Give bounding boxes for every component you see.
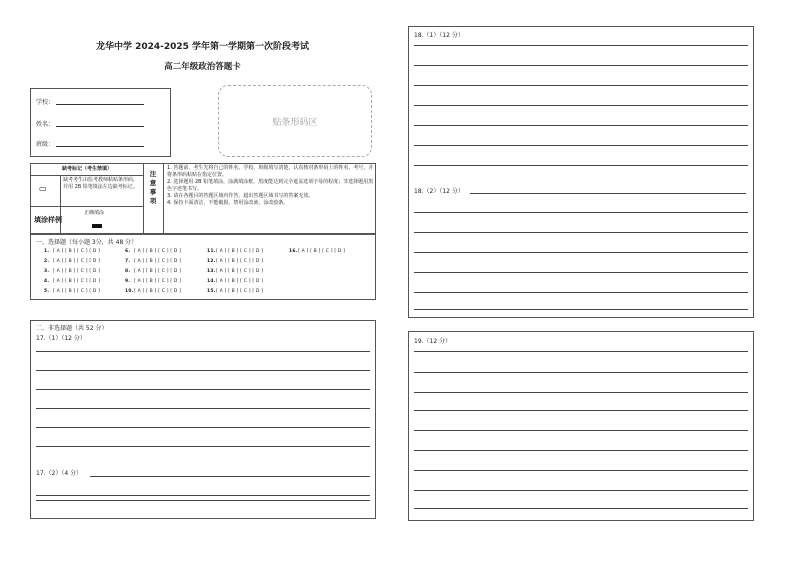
answer-line[interactable] bbox=[414, 272, 748, 273]
absent-mark-title: 缺考标记（考生禁填） bbox=[61, 166, 112, 172]
non-choice-section bbox=[30, 320, 376, 519]
answer-line[interactable] bbox=[36, 427, 370, 428]
q18-1-label: 18.（1）（12 分） bbox=[414, 32, 464, 39]
choice-question-row[interactable] bbox=[44, 279, 100, 284]
question-number: 9. bbox=[125, 279, 131, 284]
answer-line[interactable] bbox=[414, 252, 748, 253]
choice-question-row[interactable] bbox=[125, 259, 181, 264]
name-field[interactable] bbox=[56, 126, 144, 127]
answer-line[interactable] bbox=[36, 500, 370, 501]
answer-line[interactable] bbox=[414, 85, 748, 86]
school-label: 学校： bbox=[36, 99, 55, 106]
answer-line[interactable] bbox=[414, 165, 748, 166]
answer-sheet-title: 高二年级政治答题卡 bbox=[164, 62, 241, 72]
class-field[interactable] bbox=[56, 146, 144, 147]
note-item: 2. 选择题用 2B 铅笔填涂，涂满填涂框，黑度能达到完全遮盖选项字母的程度；非选择题用黑色字迹笔书写。 bbox=[167, 179, 374, 192]
absent-mark-checkbox[interactable]: ▭ bbox=[39, 184, 47, 193]
note-item: 4. 保持卡面清洁，不能破损，禁用涂改液、涂改胶条。 bbox=[167, 200, 289, 206]
choice-question-row[interactable] bbox=[207, 289, 263, 294]
choice-question-row[interactable] bbox=[125, 269, 181, 274]
q17-2-label: 17.（2）（4 分） bbox=[36, 470, 83, 477]
absent-mark-description: 缺考考生由监考教师粘贴条形码，并用 2B 铅笔填涂左边缺考标记。 bbox=[63, 177, 139, 190]
answer-line[interactable] bbox=[414, 145, 748, 146]
barcode-area: 贴条形码区 bbox=[218, 85, 372, 157]
choice-options[interactable]: [ A ] [ B ] [ C ] [ D ] bbox=[216, 289, 264, 294]
question-number: 6. bbox=[125, 249, 131, 254]
answer-line[interactable] bbox=[90, 476, 370, 477]
answer-line[interactable] bbox=[414, 45, 748, 46]
fill-example-label: 填涂样例 bbox=[34, 216, 62, 224]
question-number: 8. bbox=[125, 269, 131, 274]
answer-line[interactable] bbox=[414, 410, 748, 411]
name-label: 姓名： bbox=[36, 121, 55, 128]
choice-options[interactable]: [ A ] [ B ] [ C ] [ D ] bbox=[216, 259, 264, 264]
answer-line[interactable] bbox=[36, 389, 370, 390]
question-number: 5. bbox=[44, 289, 50, 294]
question-number: 14. bbox=[207, 279, 216, 284]
question-number: 15. bbox=[207, 289, 216, 294]
notes-list bbox=[167, 165, 374, 207]
question-number: 4. bbox=[44, 279, 50, 284]
choice-options[interactable]: [ A ] [ B ] [ C ] [ D ] bbox=[53, 249, 101, 254]
choice-options[interactable]: [ A ] [ B ] [ C ] [ D ] bbox=[134, 249, 182, 254]
choice-options[interactable]: [ A ] [ B ] [ C ] [ D ] bbox=[216, 249, 264, 254]
answer-line[interactable] bbox=[414, 470, 748, 471]
question-number: 1. bbox=[44, 249, 50, 254]
answer-line[interactable] bbox=[414, 351, 748, 352]
answer-line[interactable] bbox=[414, 450, 748, 451]
q19-label: 19.（12 分） bbox=[414, 338, 452, 345]
answer-line[interactable] bbox=[414, 125, 748, 126]
answer-line[interactable] bbox=[36, 495, 370, 496]
answer-line[interactable] bbox=[414, 430, 748, 431]
class-label: 班级： bbox=[36, 141, 55, 148]
q18-box bbox=[408, 26, 754, 318]
section2-title: 二、非选择题（共 52 分） bbox=[36, 325, 108, 332]
answer-line[interactable] bbox=[414, 372, 748, 373]
question-number: 2. bbox=[44, 259, 50, 264]
choice-question-row[interactable] bbox=[207, 279, 263, 284]
choice-question-row[interactable] bbox=[207, 269, 263, 274]
answer-line[interactable] bbox=[36, 408, 370, 409]
choice-question-row[interactable] bbox=[125, 279, 181, 284]
q17-1-label: 17.（1）（12 分） bbox=[36, 335, 86, 342]
choice-question-row[interactable] bbox=[44, 249, 100, 254]
answer-line[interactable] bbox=[414, 105, 748, 106]
choice-options[interactable]: [ A ] [ B ] [ C ] [ D ] bbox=[216, 279, 264, 284]
choice-question-row[interactable] bbox=[207, 259, 263, 264]
choice-options[interactable]: [ A ] [ B ] [ C ] [ D ] bbox=[134, 269, 182, 274]
answer-line[interactable] bbox=[414, 212, 748, 213]
section1-title: 一、选择题（每小题 3分，共 48 分） bbox=[36, 239, 138, 246]
choice-options[interactable]: [ A ] [ B ] [ C ] [ D ] bbox=[53, 269, 101, 274]
answer-line[interactable] bbox=[36, 446, 370, 447]
choice-question-row[interactable] bbox=[44, 269, 100, 274]
answer-line[interactable] bbox=[414, 309, 748, 310]
note-item: 3. 请在各题目的答题区域内作答，超出答题区域书写的答案无效。 bbox=[167, 193, 314, 199]
school-field[interactable] bbox=[56, 104, 144, 105]
answer-line[interactable] bbox=[470, 193, 746, 194]
answer-line[interactable] bbox=[414, 490, 748, 491]
choice-options[interactable]: [ A ] [ B ] [ C ] [ D ] bbox=[53, 279, 101, 284]
question-number: 10. bbox=[125, 289, 134, 294]
answer-line[interactable] bbox=[414, 65, 748, 66]
question-number: 16. bbox=[289, 249, 298, 254]
filled-mark-example bbox=[92, 224, 102, 228]
choice-question-row[interactable] bbox=[125, 249, 181, 254]
correct-fill-label: 正确填涂 bbox=[84, 210, 105, 216]
choice-options[interactable]: [ A ] [ B ] [ C ] [ D ] bbox=[134, 289, 182, 294]
choice-options[interactable]: [ A ] [ B ] [ C ] [ D ] bbox=[298, 249, 346, 254]
choice-options[interactable]: [ A ] [ B ] [ C ] [ D ] bbox=[53, 289, 101, 294]
question-number: 13. bbox=[207, 269, 216, 274]
choice-question-row[interactable] bbox=[44, 259, 100, 264]
choice-question-row[interactable] bbox=[207, 249, 263, 254]
choice-options[interactable]: [ A ] [ B ] [ C ] [ D ] bbox=[53, 259, 101, 264]
question-number: 3. bbox=[44, 269, 50, 274]
answer-line[interactable] bbox=[414, 292, 748, 293]
exam-title: 龙华中学 2024-2025 学年第一学期第一次阶段考试 bbox=[95, 42, 310, 52]
choice-options[interactable]: [ A ] [ B ] [ C ] [ D ] bbox=[134, 259, 182, 264]
choice-question-row[interactable] bbox=[289, 249, 345, 254]
choice-question-row[interactable] bbox=[44, 289, 100, 294]
choice-options[interactable]: [ A ] [ B ] [ C ] [ D ] bbox=[216, 269, 264, 274]
answer-line[interactable] bbox=[414, 232, 748, 233]
choice-options[interactable]: [ A ] [ B ] [ C ] [ D ] bbox=[134, 279, 182, 284]
answer-line[interactable] bbox=[414, 508, 748, 509]
q18-2-label: 18.（2）（12 分） bbox=[414, 188, 464, 195]
question-number: 12. bbox=[207, 259, 216, 264]
q19-box bbox=[408, 331, 754, 521]
choice-question-row[interactable] bbox=[125, 289, 181, 294]
question-number: 7. bbox=[125, 259, 131, 264]
question-number: 11. bbox=[207, 249, 216, 254]
note-item: 1. 答题前，考生先将自己的姓名、学校、班级填写清楚，认真核对条形码上的姓名、考号，并将条形码粘贴在指定位置。 bbox=[167, 165, 374, 178]
answer-line[interactable] bbox=[36, 351, 370, 352]
answer-line[interactable] bbox=[414, 392, 748, 393]
notes-heading: 注 意 事 项 bbox=[149, 170, 157, 205]
answer-line[interactable] bbox=[36, 370, 370, 371]
